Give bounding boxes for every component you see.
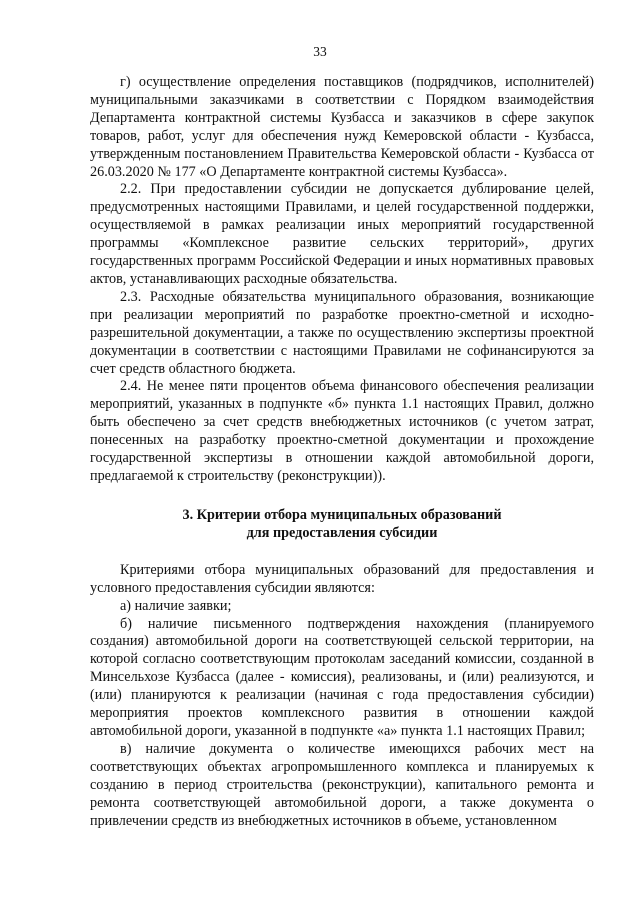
paragraph-item-g: г) осуществление определения поставщиков (подрядчиков, исполнителей) муниципальными заказчиками в соответствии с Порядком взаимодействия Департамента контрактной системы Кузбасса и заказчиков в сфере закупок товаров, работ, услуг для обеспечения нужд Кемеровской области - Кузбасса, утвержденным постановлением Правительства Кемеровской области - Кузбасса от 26.03.2020 № 177 «О Департаменте контрактной системы Кузбасса».	[90, 74, 594, 180]
paragraph-2-4: 2.4. Не менее пяти процентов объема финансового обеспечения реализации мероприятий, указанных в подпункте «б» пункта 1.1 настоящих Правил, должно быть обеспечено за счет средств внебюджетных источников (с учетом затрат, понесенных на разработку проектно-сметной документации и прохождение государственной экспертизы в отношении каждой автомобильной дороги, предлагаемой к строительству (реконструкции)).	[90, 378, 594, 484]
paragraph-criterion-a: а) наличие заявки;	[120, 597, 232, 614]
page-number: 33	[313, 44, 327, 59]
paragraph-2-3: 2.3. Расходные обязательства муниципального образования, возникающие при реализации мероприятий по разработке проектно-сметной и исходно-разрешительной документации, а также по осуществлению экспертизы проектной документации в соответствии с настоящими Правилами не софинансируются за счет средств областного бюджета.	[90, 288, 594, 377]
paragraph-criteria-intro: Критериями отбора муниципальных образований для предоставления и условного предоставления субсидии являются:	[90, 561, 594, 596]
document-body	[90, 74, 594, 830]
section-heading-line-2: для предоставления субсидии	[246, 524, 438, 541]
paragraph-criterion-b: б) наличие письменного подтверждения нахождения (планируемого создания) автомобильной дороги на соответствующей сельской территории, на которой согласно соответствующим протоколам заседаний комиссии, созданной в Минсельхозе Кузбасса (далее - комиссия), реализованы, и (или) реализуются, и (или) планируются к реализации (начиная с года предоставления субсидии) мероприятия проектов комплексного развития в отношении каждой автомобильной дороги, указанной в подпункте «а» пункта 1.1 настоящих Правил;	[90, 615, 594, 739]
paragraph-criterion-v: в) наличие документа о количестве имеющихся рабочих мест на соответствующих объектах агропромышленного комплекса и планируемых к созданию в период строительства (реконструкции), капитального ремонта и ремонта соответствующей автомобильной дороги, а также документа о привлечении средств из внебюджетных источников в объеме, установленном	[90, 740, 594, 829]
paragraph-2-2: 2.2. При предоставлении субсидии не допускается дублирование целей, предусмотренных настоящими Правилами, и целей государственной поддержки, осуществляемой в рамках реализации иных мероприятий государственной программы «Комплексное развитие сельских территорий», других государственных программ Российской Федерации и иных нормативных правовых актов, устанавливающих расходные обязательства.	[90, 181, 594, 287]
section-heading	[90, 506, 594, 542]
section-heading-line-1: 3. Критерии отбора муниципальных образований	[182, 506, 502, 523]
